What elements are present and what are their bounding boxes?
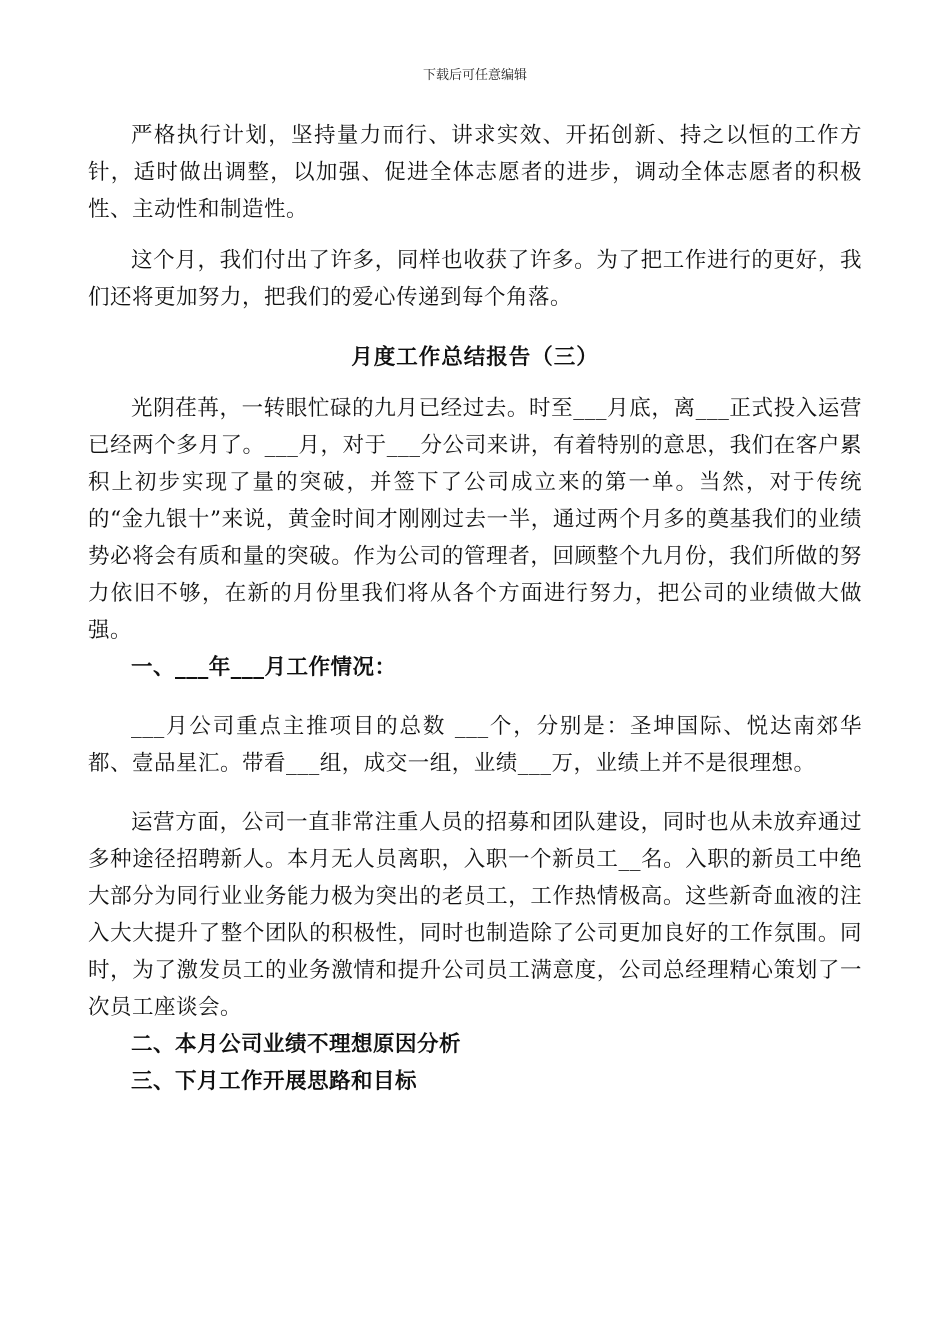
paragraph-intro: 光阴荏苒，一转眼忙碌的九月已经过去。时至___月底，离___正式投入运营已经两个多月了。___月，对于___分公司来讲，有着特别的意思，我们在客户累积上初步实现了量的突破，并签下了公司成立来的第一单。当然，对于传统的“金九银十”来说，黄金时间才刚刚过去一半，通过两个月多的奠基我们的业绩势必将会有质和量的突破。作为公司的管理者，回顾整个九月份，我们所做的努力依旧不够，在新的月份里我们将从各个方面进行努力，把公司的业绩做大做强。: [88, 396, 862, 643]
paragraph-plan: 严格执行计划，坚持量力而行、讲求实效、开拓创新、持之以恒的工作方针，适时做出调整，以加强、促进全体志愿者的进步，调动全体志愿者的积极性、主动性和制造性。: [88, 123, 862, 222]
paragraph-projects: ___月公司重点主推项目的总数 ___个，分别是：圣坤国际、悦达南郊华都、壹品星汇。带看___组，成交一组，业绩___万，业绩上并不是很理想。: [88, 714, 862, 776]
section-heading-work-status: 一、___年___月工作情况：: [131, 655, 397, 680]
page-header: 下载后可任意编辑: [422, 68, 527, 83]
document-body: [88, 117, 862, 1100]
report-title: 月度工作总结报告（三）: [351, 345, 599, 370]
paragraph-month-summary: 这个月，我们付出了许多，同样也收获了许多。为了把工作进行的更好，我们还将更加努力，把我们的爱心传递到每个角落。: [88, 248, 862, 310]
paragraph-operations: 运营方面，公司一直非常注重人员的招募和团队建设，同时也从未放弃通过多种途径招聘新人。本月无人员离职，入职一个新员工__名。入职的新员工中绝大部分为同行业业务能力极为突出的老员工，工作热情极高。这些新奇血液的注入大大提升了整个团队的积极性，同时也制造除了公司更加良好的工作氛围。同时，为了激发员工的业务激情和提升公司员工满意度，公司总经理精心策划了一次员工座谈会。: [88, 810, 862, 1020]
section-heading-analysis: 二、本月公司业绩不理想原因分析: [131, 1032, 462, 1057]
section-heading-next-month: 三、下月工作开展思路和目标: [131, 1069, 418, 1094]
